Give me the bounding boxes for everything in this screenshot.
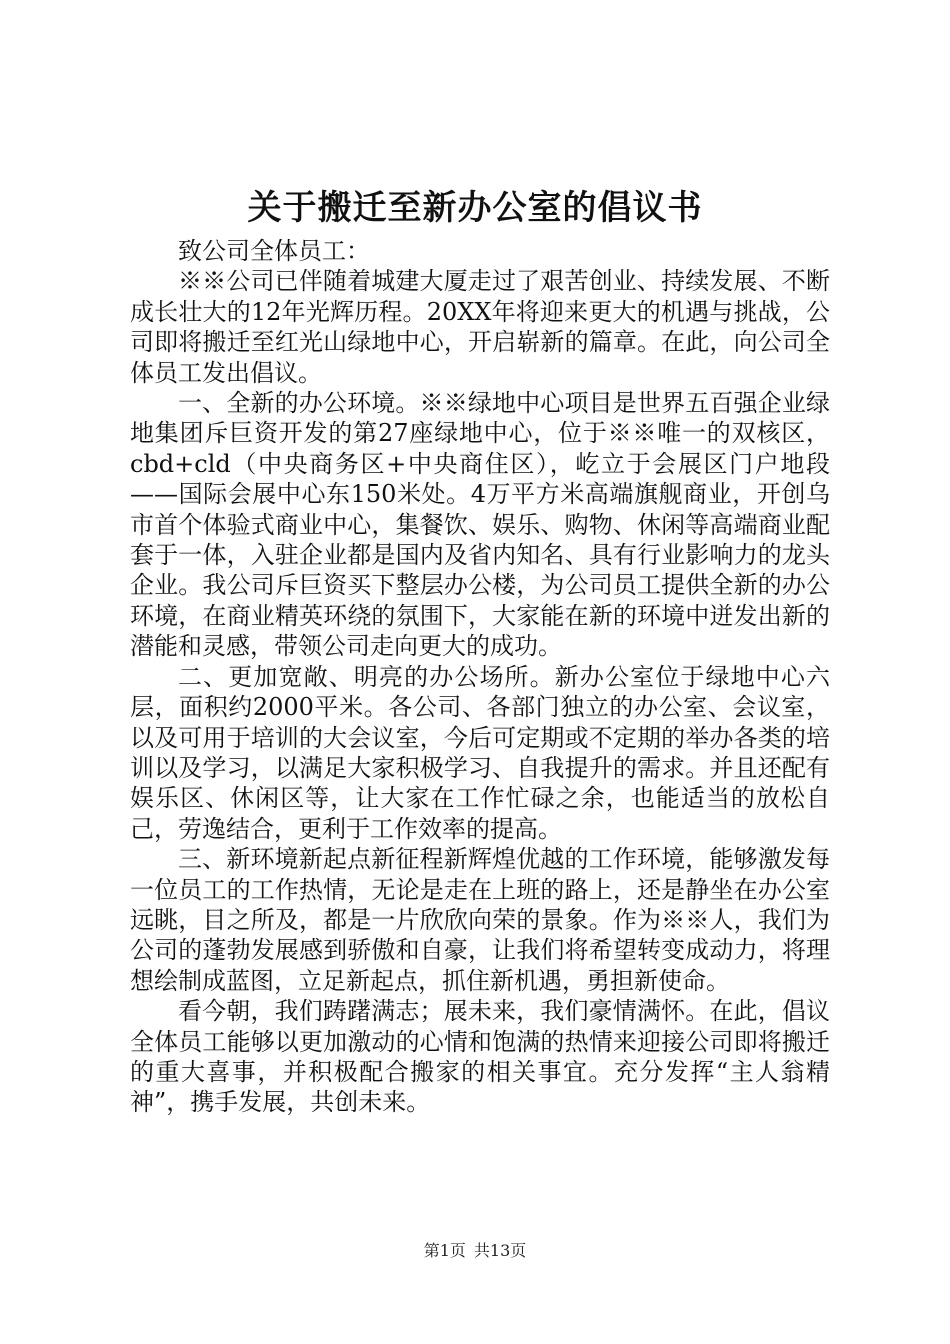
paragraph-section-1: 一、全新的办公环境。※※绿地中心项目是世界五百强企业绿地集团斥巨资开发的第27座绿地中心，位于※※唯一的双核区，cbd+cld（中央商务区+中央商住区），屹立于会展区门户地段——国际会展中心东150米处。4万平方米高端旗舰商业，开创乌市首个体验式商业中心，集餐饮、娱乐、购物、休闲等高端商业配套于一体，入驻企业都是国内及省内知名、具有行业影响力的龙头企业。我公司斥巨资买下整层办公楼，为公司员工提供全新的办公环境，在商业精英环绕的氛围下，大家能在新的环境中迸发出新的潜能和灵感，带领公司走向更大的成功。: [130, 389, 830, 661]
document-title: 关于搬迁至新办公室的倡议书: [247, 188, 703, 228]
paragraph-intro: ※※公司已伴随着城建大厦走过了艰苦创业、持续发展、不断成长壮大的12年光辉历程。20XX年将迎来更大的机遇与挑战，公司即将搬迁至红光山绿地中心，开启崭新的篇章。在此，向公司全体员工发出倡议。: [130, 267, 830, 387]
page-number: 第1页: [423, 1241, 466, 1260]
greeting: 致公司全体员工：: [178, 237, 370, 265]
paragraph-closing: 看今朝，我们踌躇满志；展未来，我们豪情满怀。在此，倡议全体员工能够以更加激动的心情和饱满的热情来迎接公司即将搬迁的重大喜事，并积极配合搬家的相关事宜。充分发挥“主人翁精神”，携手发展，共创未来。: [130, 997, 830, 1117]
paragraph-section-3: 三、新环境新起点新征程新辉煌优越的工作环境，能够激发每一位员工的工作热情，无论是走在上班的路上，还是静坐在办公室远眺，目之所及，都是一片欣欣向荣的景象。作为※※人，我们为公司的蓬勃发展感到骄傲和自豪，让我们将希望转变成动力，将理想绘制成蓝图，立足新起点，抓住新机遇，勇担新使命。: [130, 845, 830, 995]
page-total: 共13页: [473, 1241, 527, 1260]
document-body: [130, 236, 830, 1118]
paragraph-section-2: 二、更加宽敞、明亮的办公场所。新办公室位于绿地中心六层，面积约2000平米。各公司、各部门独立的办公室、会议室，以及可用于培训的大会议室，今后可定期或不定期的举办各类的培训以及学习，以满足大家积极学习、自我提升的需求。并且还配有娱乐区、休闲区等，让大家在工作忙碌之余，也能适当的放松自己，劳逸结合，更利于工作效率的提高。: [130, 662, 830, 843]
page-footer: [0, 1240, 950, 1262]
